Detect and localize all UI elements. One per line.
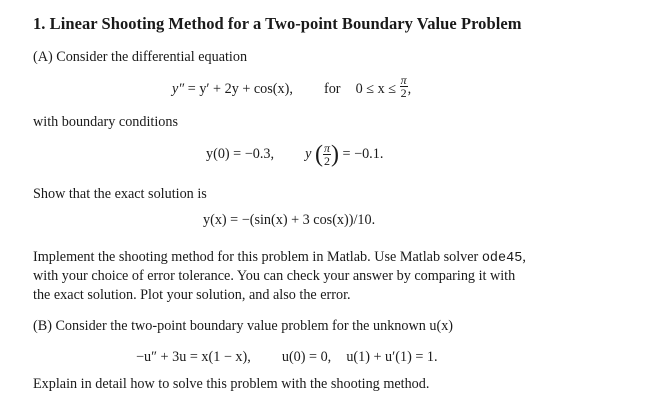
bvp-equation: −u″ + 3u = x(1 − x), [136, 349, 251, 365]
bc-intro: with boundary conditions [33, 114, 179, 130]
pi-over-two-fraction: $\frac{\pi}{2}$ [323, 141, 330, 168]
problem-title: 1. Linear Shooting Method for a Two-point Boundary Value Problem [33, 14, 522, 33]
ode-lhs: y″ [172, 80, 185, 97]
part-b-task: Explain in detail how to solve this problem with the shooting method. [33, 376, 430, 392]
part-b-equation [136, 349, 438, 366]
instructions-line-2: with your choice of error tolerance. You can check your answer by comparing it with [33, 268, 516, 284]
ode-rhs: = y′ + 2y + cos(x), [187, 80, 293, 97]
part-a-intro: (A) Consider the differential equation [33, 49, 248, 65]
bvp-bc-2: u(1) + u′(1) = 1. [346, 349, 438, 365]
pi-over-two-fraction: $\frac{\pi}{2}$ [400, 73, 407, 100]
bvp-bc-1: u(0) = 0, [281, 349, 332, 365]
boundary-conditions: y(0) = −0.3, y ( $\frac{\pi}{2}$ ) = −0.1. [206, 141, 384, 168]
part-b-intro: (B) Consider the two-point boundary value problem for the unknown u(x) [33, 318, 454, 334]
bc-right-value: = −0.1. [342, 145, 384, 162]
ode45-code: ode45 [481, 251, 523, 266]
instructions-line-1: Implement the shooting method for this problem in Matlab. Use Matlab solver ode45, [33, 249, 526, 266]
exact-solution-intro: Show that the exact solution is [33, 186, 207, 202]
bc-left: y(0) = −0.3, [206, 145, 275, 162]
domain-range: 0 ≤ x ≤ [355, 80, 397, 97]
domain-label: for [323, 80, 341, 97]
bc-right-fn: y [305, 145, 312, 162]
instructions-line-3: the exact solution. Plot your solution, and also the error. [33, 287, 351, 303]
exact-solution: y(x) = −(sin(x) + 3 cos(x))/10. [203, 212, 376, 228]
ode-equation: y″ = y′ + 2y + cos(x), for 0 ≤ x ≤ $\frac{\pi}{2}$ , [172, 73, 412, 100]
